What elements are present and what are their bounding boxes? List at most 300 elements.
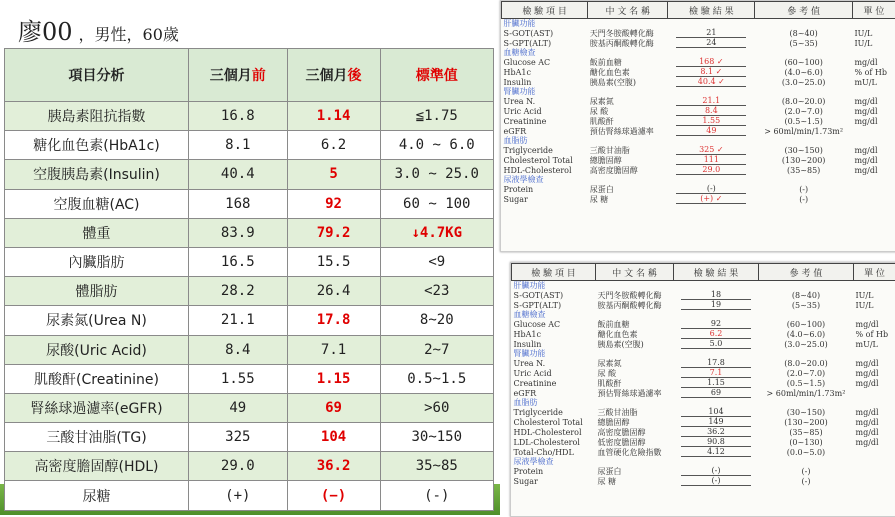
report-cell: 血糖檢查	[512, 310, 596, 319]
report-row	[512, 437, 895, 447]
report-result-value: 5.0	[681, 339, 751, 349]
after-value-cell: 15.5	[287, 247, 380, 276]
report-result-value: 92	[681, 319, 751, 329]
report-cell: HDL-Cholesterol	[502, 165, 588, 175]
report-row	[512, 398, 895, 407]
report-result-value: 7.1	[681, 368, 751, 378]
report-cell: (3.0~25.0)	[758, 339, 853, 349]
report-cell	[854, 466, 895, 476]
standard-value-cell: 30~150	[380, 423, 493, 452]
report-cell	[668, 48, 755, 57]
before-value-cell: (+)	[189, 481, 288, 510]
report-cell: 高密度膽固醇	[596, 427, 674, 437]
report-cell	[674, 300, 759, 310]
report-cell	[758, 457, 853, 466]
report-result-value: 149	[681, 417, 751, 427]
item-name-cell: 肌酸酐(Creatinine)	[5, 364, 189, 393]
header-before-suffix: 前	[252, 68, 266, 84]
before-value-cell: 83.9	[189, 218, 288, 247]
report-row	[502, 48, 895, 57]
report-row	[512, 358, 895, 368]
report-cell: Total-Cho/HDL	[512, 447, 596, 457]
report-cell: mg/dl	[852, 155, 895, 165]
after-value-cell: 69	[287, 393, 380, 422]
report-cell: 三酸甘油脂	[588, 145, 668, 155]
report-cell: Glucose AC	[512, 319, 596, 329]
report-cell	[668, 19, 755, 29]
report-cell: (8.0~20.0)	[758, 358, 853, 368]
report-cell: mg/dl	[854, 358, 895, 368]
report-cell	[674, 349, 759, 358]
report-cell: (35~85)	[755, 165, 853, 175]
report-cell: 醣化血色素	[588, 67, 668, 77]
report-cell: mg/dl	[852, 165, 895, 175]
report-cell: 血糖檢查	[502, 48, 588, 57]
report-cell: (0~130)	[758, 437, 853, 447]
report-cell: Uric Acid	[512, 368, 596, 378]
report-row	[512, 281, 895, 291]
report-result-value: 6.2	[681, 329, 751, 339]
report-cell	[674, 407, 759, 417]
report-cell	[668, 175, 755, 184]
report-row	[502, 67, 895, 77]
report-cell	[668, 116, 755, 126]
header-after	[287, 49, 380, 102]
report-cell: 飯前血糖	[596, 319, 674, 329]
report-result-value: 49	[676, 126, 746, 136]
table-row	[5, 306, 494, 335]
item-name-cell: 空腹血糖(AC)	[5, 189, 189, 218]
report-result-value: 24	[676, 38, 746, 48]
report-row	[512, 466, 895, 476]
item-name-cell: 體重	[5, 218, 189, 247]
report-row	[512, 319, 895, 329]
report-cell: IU/L	[854, 300, 895, 310]
after-value-cell: 1.14	[287, 102, 380, 131]
report-cell	[852, 126, 895, 136]
report-cell	[755, 19, 853, 29]
table-row	[5, 452, 494, 481]
report-cell	[854, 457, 895, 466]
report-header-cell: 單 位	[852, 2, 895, 19]
report-row	[512, 476, 895, 486]
report-cell: 胺基丙酮酸轉化酶	[596, 300, 674, 310]
before-value-cell: 168	[189, 189, 288, 218]
report-cell	[854, 310, 895, 319]
report-row	[512, 300, 895, 310]
report-cell: 尿 酸	[588, 106, 668, 116]
report-row	[512, 388, 895, 398]
report-cell	[854, 447, 895, 457]
report-cell: Triglyceride	[512, 407, 596, 417]
report-cell: (2.0~7.0)	[758, 368, 853, 378]
before-value-cell: 16.5	[189, 247, 288, 276]
report-cell: HbA1c	[512, 329, 596, 339]
report-cell: mg/dl	[854, 417, 895, 427]
report-result-value: 17.8	[681, 358, 751, 368]
report-cell	[852, 19, 895, 29]
report-cell: S-GOT(AST)	[512, 290, 596, 300]
report-cell: 腎臟功能	[502, 87, 588, 96]
table-row	[5, 189, 494, 218]
report-cell: mU/L	[854, 339, 895, 349]
report-cell: (130~200)	[755, 155, 853, 165]
report-cell: (4.0~6.0)	[758, 329, 853, 339]
report-cell: (-)	[758, 466, 853, 476]
report-cell	[854, 476, 895, 486]
report-cell	[755, 87, 853, 96]
report-cell	[668, 96, 755, 106]
report-cell	[668, 67, 755, 77]
standard-value-cell: >60	[380, 393, 493, 422]
report-cell	[674, 437, 759, 447]
report-cell	[668, 155, 755, 165]
report-cell: 尿液學檢查	[512, 457, 596, 466]
table-row	[5, 481, 494, 510]
report-cell: mg/dl	[852, 116, 895, 126]
report-cell	[852, 136, 895, 145]
before-value-cell: 1.55	[189, 364, 288, 393]
report-cell: (5~35)	[758, 300, 853, 310]
report-cell	[674, 319, 759, 329]
report-cell: (-)	[755, 194, 853, 204]
report-result-value: 1.15	[681, 378, 751, 388]
table-row	[5, 335, 494, 364]
report-cell	[755, 175, 853, 184]
report-cell: mg/dl	[854, 407, 895, 417]
before-value-cell: 40.4	[189, 160, 288, 189]
report-cell: (8~40)	[755, 28, 853, 38]
report-cell: (0.0~5.0)	[758, 447, 853, 457]
report-row	[502, 136, 895, 145]
report-cell: Triglyceride	[502, 145, 588, 155]
report-row	[512, 417, 895, 427]
item-name-cell: 內臟脂肪	[5, 247, 189, 276]
standard-value-cell: 0.5~1.5	[380, 364, 493, 393]
report-header-cell: 參 考 值	[755, 2, 853, 19]
report-cell: 尿素氮	[588, 96, 668, 106]
report-cell	[854, 349, 895, 358]
table-row	[5, 393, 494, 422]
report-cell	[854, 398, 895, 407]
report-cell	[758, 349, 853, 358]
before-value-cell: 8.1	[189, 131, 288, 160]
report-cell	[674, 358, 759, 368]
report-cell: 總膽固醇	[588, 155, 668, 165]
report-cell	[588, 175, 668, 184]
report-cell	[674, 329, 759, 339]
item-name-cell: 胰島素阻抗指數	[5, 102, 189, 131]
report-cell	[668, 87, 755, 96]
patient-name: 廖00	[18, 18, 73, 46]
report-cell: 胰島素(空腹)	[588, 77, 668, 87]
item-name-cell: 尿糖	[5, 481, 189, 510]
report-header-cell: 中 文 名 稱	[588, 2, 668, 19]
standard-value-cell: ↓4.7KG	[380, 218, 493, 247]
report-cell: 肌酸酐	[596, 378, 674, 388]
report-row	[502, 155, 895, 165]
report-cell	[668, 126, 755, 136]
table-row	[5, 131, 494, 160]
report-cell	[758, 310, 853, 319]
report-result-value: 18	[681, 290, 751, 300]
report-cell: Protein	[512, 466, 596, 476]
report-cell: 預估腎絲球過濾率	[588, 126, 668, 136]
report-result-value: 8.1 ✓	[676, 67, 746, 77]
report-cell: (-)	[758, 476, 853, 486]
report-row	[502, 38, 895, 48]
report-row	[502, 126, 895, 136]
report-result-value: 36.2	[681, 427, 751, 437]
report-cell: (130~200)	[758, 417, 853, 427]
table-row	[5, 218, 494, 247]
report-cell: 血脂肪	[502, 136, 588, 145]
report-result-value: 21	[676, 28, 746, 38]
report-cell	[668, 28, 755, 38]
report-cell: (3.0~25.0)	[755, 77, 853, 87]
report-cell	[668, 38, 755, 48]
after-value-cell: (−)	[287, 481, 380, 510]
standard-value-cell: 35~85	[380, 452, 493, 481]
report-cell: 尿 糖	[588, 194, 668, 204]
report-cell: % of Hb	[854, 329, 895, 339]
report-row	[502, 194, 895, 204]
report-cell: (60~100)	[755, 57, 853, 67]
report-cell	[674, 466, 759, 476]
item-name-cell: 三酸甘油脂(TG)	[5, 423, 189, 452]
report-row	[512, 427, 895, 437]
report-row	[512, 349, 895, 358]
report-cell: Sugar	[502, 194, 588, 204]
report-row	[512, 329, 895, 339]
report-cell: 高密度膽固醇	[588, 165, 668, 175]
report-row	[502, 165, 895, 175]
report-result-value: 4.12	[681, 447, 751, 457]
before-value-cell: 28.2	[189, 277, 288, 306]
report-row	[502, 19, 895, 29]
report-cell: > 60ml/min/1.73m²	[758, 388, 853, 398]
report-cell: 尿液學檢查	[502, 175, 588, 184]
report-cell	[596, 349, 674, 358]
report-cell: 低密度膽固醇	[596, 437, 674, 447]
report-cell	[674, 310, 759, 319]
report-row	[512, 290, 895, 300]
report-cell: (0.5~1.5)	[758, 378, 853, 388]
before-value-cell: 29.0	[189, 452, 288, 481]
lab-report-after-table	[511, 263, 895, 486]
report-result-value: 168 ✓	[676, 57, 746, 67]
report-cell: (4.0~6.0)	[755, 67, 853, 77]
report-row	[502, 57, 895, 67]
report-result-value: (-)	[676, 184, 746, 194]
report-header-cell: 檢 驗 結 果	[668, 2, 755, 19]
report-cell: 肝臟功能	[502, 19, 588, 29]
after-value-cell: 6.2	[287, 131, 380, 160]
report-cell: (8.0~20.0)	[755, 96, 853, 106]
after-value-cell: 1.15	[287, 364, 380, 393]
report-cell	[588, 136, 668, 145]
table-row	[5, 247, 494, 276]
report-result-value: 111	[676, 155, 746, 165]
report-cell	[854, 281, 895, 291]
report-result-value: (-)	[681, 466, 751, 476]
report-cell: Uric Acid	[502, 106, 588, 116]
report-cell: (5~35)	[755, 38, 853, 48]
after-value-cell: 7.1	[287, 335, 380, 364]
report-result-value: (+) ✓	[676, 194, 746, 204]
standard-value-cell: 3.0 ~ 25.0	[380, 160, 493, 189]
before-value-cell: 8.4	[189, 335, 288, 364]
report-cell: 血管硬化危險指數	[596, 447, 674, 457]
report-row	[512, 339, 895, 349]
report-cell: mg/dl	[854, 319, 895, 329]
report-cell: mg/dl	[854, 378, 895, 388]
report-cell	[668, 77, 755, 87]
report-cell	[758, 281, 853, 291]
standard-value-cell: <9	[380, 247, 493, 276]
report-cell: 總膽固醇	[596, 417, 674, 427]
report-cell	[588, 87, 668, 96]
report-cell: % of Hb	[852, 67, 895, 77]
report-result-value: (-)	[681, 476, 751, 486]
table-row	[5, 160, 494, 189]
report-cell: mg/dl	[854, 427, 895, 437]
report-row	[512, 407, 895, 417]
report-cell	[668, 136, 755, 145]
table-row	[5, 423, 494, 452]
report-cell: eGFR	[502, 126, 588, 136]
report-cell	[674, 368, 759, 378]
report-cell	[674, 290, 759, 300]
report-cell: mg/dl	[852, 96, 895, 106]
report-cell	[674, 457, 759, 466]
report-cell: (60~100)	[758, 319, 853, 329]
report-result-value: 19	[681, 300, 751, 310]
report-cell	[852, 175, 895, 184]
report-cell: Glucose AC	[502, 57, 588, 67]
report-cell: 天門冬胺酸轉化酶	[588, 28, 668, 38]
report-cell: 尿 酸	[596, 368, 674, 378]
report-header-cell: 檢 驗 項 目	[512, 264, 596, 281]
report-cell: 血脂肪	[512, 398, 596, 407]
report-cell: HDL-Cholesterol	[512, 427, 596, 437]
header-standard: 標準值	[380, 49, 493, 102]
report-cell: (0.5~1.5)	[755, 116, 853, 126]
report-result-value: 325 ✓	[676, 145, 746, 155]
report-row	[512, 447, 895, 457]
report-cell: 飯前血糖	[588, 57, 668, 67]
report-cell: 胰島素(空腹)	[596, 339, 674, 349]
report-cell	[674, 427, 759, 437]
before-value-cell: 16.8	[189, 102, 288, 131]
report-result-value: 104	[681, 407, 751, 417]
report-cell: 預估腎絲球過濾率	[596, 388, 674, 398]
report-result-value: 1.55	[676, 116, 746, 126]
before-value-cell: 325	[189, 423, 288, 452]
standard-value-cell: 4.0 ~ 6.0	[380, 131, 493, 160]
after-value-cell: 36.2	[287, 452, 380, 481]
report-cell: (30~150)	[758, 407, 853, 417]
report-row	[512, 378, 895, 388]
comparison-table	[4, 48, 494, 511]
report-cell: Cholesterol Total	[512, 417, 596, 427]
report-cell	[674, 378, 759, 388]
report-row	[512, 457, 895, 466]
report-row	[502, 77, 895, 87]
report-cell: IU/L	[852, 38, 895, 48]
table-row	[5, 277, 494, 306]
report-header-cell: 中 文 名 稱	[596, 264, 674, 281]
standard-value-cell: ≦1.75	[380, 102, 493, 131]
report-cell	[674, 398, 759, 407]
report-cell	[596, 310, 674, 319]
report-cell: S-GOT(AST)	[502, 28, 588, 38]
report-cell: 天門冬胺酸轉化酶	[596, 290, 674, 300]
report-cell: IU/L	[852, 28, 895, 38]
lab-report-after	[510, 262, 895, 517]
report-cell	[674, 447, 759, 457]
report-header-cell: 檢 驗 結 果	[674, 264, 759, 281]
table-row	[5, 102, 494, 131]
after-value-cell: 92	[287, 189, 380, 218]
report-cell	[758, 398, 853, 407]
item-name-cell: 尿素氮(Urea N)	[5, 306, 189, 335]
report-row	[502, 175, 895, 184]
report-cell: 胺基丙酮酸轉化酶	[588, 38, 668, 48]
report-cell: Urea N.	[502, 96, 588, 106]
page-title	[18, 12, 179, 47]
header-before-label: 三個月	[210, 68, 252, 84]
item-name-cell: 空腹胰島素(Insulin)	[5, 160, 189, 189]
report-cell: 尿蛋白	[588, 184, 668, 194]
report-cell: HbA1c	[502, 67, 588, 77]
report-cell	[668, 194, 755, 204]
report-cell: mg/dl	[852, 57, 895, 67]
report-cell	[668, 57, 755, 67]
report-cell	[668, 184, 755, 194]
report-cell	[852, 184, 895, 194]
table-row	[5, 364, 494, 393]
report-row	[502, 87, 895, 96]
after-value-cell: 79.2	[287, 218, 380, 247]
report-cell: 肌酸酐	[588, 116, 668, 126]
report-cell: (30~150)	[755, 145, 853, 155]
report-cell: S-GPT(ALT)	[502, 38, 588, 48]
report-row	[502, 106, 895, 116]
report-cell: Creatinine	[512, 378, 596, 388]
table-header-row	[5, 49, 494, 102]
header-after-label: 三個月	[306, 68, 348, 84]
report-cell	[674, 339, 759, 349]
report-cell: > 60ml/min/1.73m²	[755, 126, 853, 136]
report-cell	[588, 19, 668, 29]
report-cell: Cholesterol Total	[502, 155, 588, 165]
report-cell: Urea N.	[512, 358, 596, 368]
header-before	[189, 49, 288, 102]
item-name-cell: 體脂肪	[5, 277, 189, 306]
after-value-cell: 26.4	[287, 277, 380, 306]
report-row	[502, 184, 895, 194]
report-cell: 腎臟功能	[512, 349, 596, 358]
after-value-cell: 5	[287, 160, 380, 189]
standard-value-cell: 2~7	[380, 335, 493, 364]
report-cell	[755, 48, 853, 57]
report-cell	[674, 476, 759, 486]
report-cell	[852, 48, 895, 57]
item-name-cell: 高密度膽固醇(HDL)	[5, 452, 189, 481]
report-cell: Protein	[502, 184, 588, 194]
report-cell: 尿 糖	[596, 476, 674, 486]
